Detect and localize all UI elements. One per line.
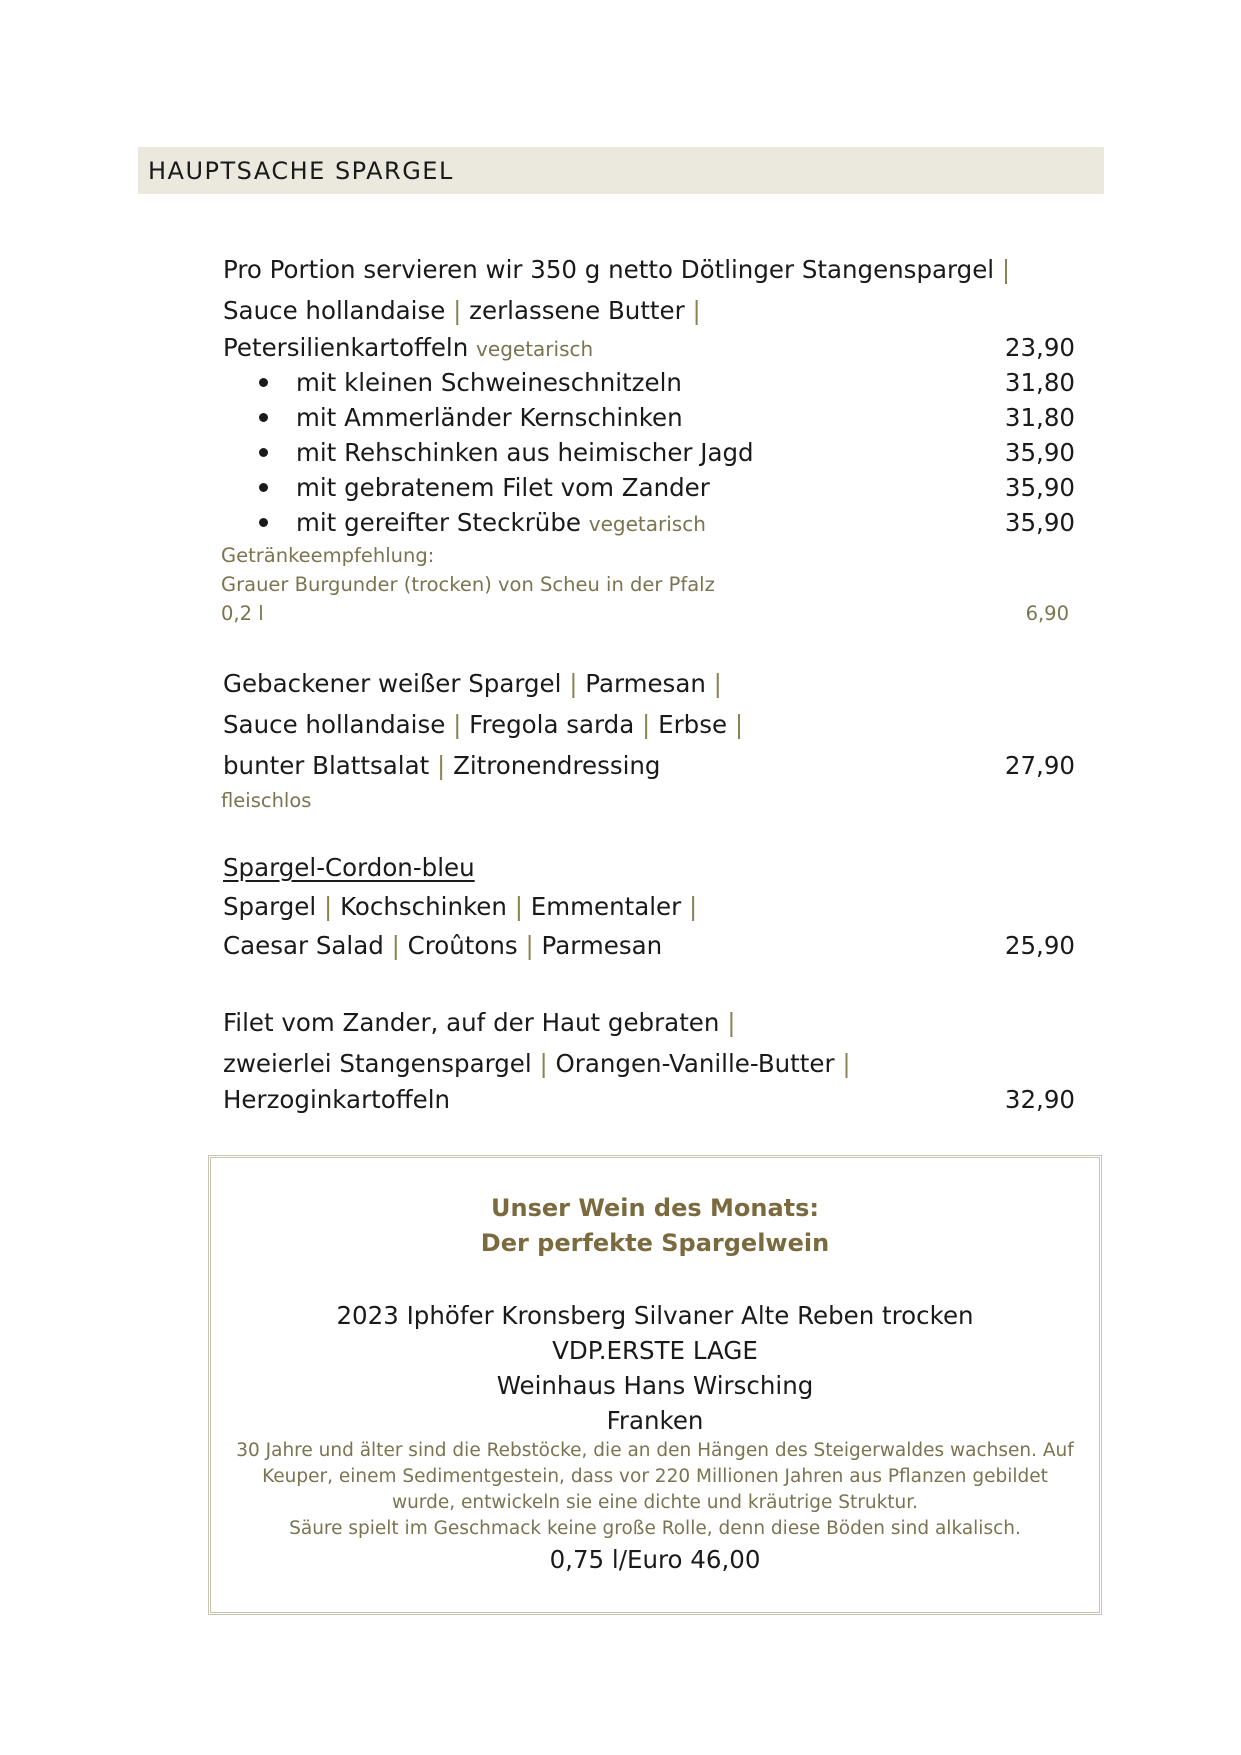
option-label: mit Ammerländer Kernschinken <box>296 403 683 432</box>
option-price: 31,80 <box>1004 403 1075 432</box>
section-title: HAUPTSACHE SPARGEL <box>148 157 454 185</box>
wine-desc-4: Säure spielt im Geschmack keine große Rolle, denn diese Böden sind alkalisch. <box>289 1518 1021 1539</box>
separator: | <box>727 1008 736 1037</box>
dish4-asparagus: zweierlei Stangenspargel <box>223 1049 532 1078</box>
wine-title-1: Unser Wein des Monats: <box>491 1194 819 1222</box>
wine-price: 0,75 l/Euro 46,00 <box>549 1545 761 1574</box>
separator: | <box>453 710 462 739</box>
bullet-icon <box>259 448 268 457</box>
dish4-fish: Filet vom Zander, auf der Haut gebraten <box>223 1008 720 1037</box>
dish3-line1 <box>223 892 697 922</box>
dish2-line2 <box>223 710 743 740</box>
dish1-butter: zerlassene Butter <box>469 296 685 325</box>
option-price: 35,90 <box>1004 508 1075 537</box>
dish4-line1 <box>223 1008 735 1038</box>
drink-size: 0,2 l <box>221 602 264 625</box>
dish2-peas: Erbse <box>658 710 728 739</box>
separator: | <box>713 669 722 698</box>
dish2-parmesan: Parmesan <box>585 669 706 698</box>
bullet-icon <box>259 483 268 492</box>
wine-name: 2023 Iphöfer Kronsberg Silvaner Alte Reben trocken <box>336 1301 974 1330</box>
separator: | <box>453 296 462 325</box>
dish1-price: 23,90 <box>1004 333 1075 362</box>
dish3-line2 <box>223 931 662 961</box>
separator: | <box>514 892 523 921</box>
dish2-note: fleischlos <box>221 789 312 812</box>
separator: | <box>391 931 400 960</box>
option-label: mit gereifter Steckrübe <box>296 508 581 537</box>
drink-price: 6,90 <box>1025 602 1069 625</box>
wine-of-month-box <box>208 1155 1102 1615</box>
drink-heading: Getränkeempfehlung: <box>221 544 435 567</box>
option-price: 35,90 <box>1004 438 1075 467</box>
wine-desc-1: 30 Jahre und älter sind die Rebstöcke, die an den Hängen des Steigerwaldes wachsen. Auf <box>236 1440 1074 1461</box>
dish1-line1-text: Pro Portion servieren wir 350 g netto Dötlinger Stangenspargel <box>223 255 995 284</box>
wine-title-2: Der perfekte Spargelwein <box>480 1229 830 1257</box>
option-item <box>259 508 706 539</box>
wine-heading <box>211 1191 1099 1261</box>
separator: | <box>642 710 651 739</box>
dish2-asparagus: Gebackener weißer Spargel <box>223 669 562 698</box>
option-label: mit kleinen Schweineschnitzeln <box>296 368 682 397</box>
dish3-salad: Caesar Salad <box>223 931 384 960</box>
dish1-line2 <box>223 296 701 326</box>
separator: | <box>688 892 698 921</box>
wine-classification: VDP.ERSTE LAGE <box>552 1336 758 1365</box>
bullet-icon <box>259 413 268 422</box>
bullet-icon <box>259 378 268 387</box>
option-item <box>259 438 754 468</box>
separator: | <box>539 1049 548 1078</box>
wine-desc-2: Keuper, einem Sedimentgestein, dass vor 220 Millionen Jahren aus Pflanzen gebildet <box>262 1466 1048 1487</box>
separator: | <box>437 751 446 780</box>
separator: | <box>324 892 333 921</box>
dish2-dressing: Zitronendressing <box>453 751 661 780</box>
bullet-icon <box>259 518 268 527</box>
option-item <box>259 473 710 503</box>
dish1-potatoes: Petersilienkartoffeln <box>223 333 469 362</box>
dish3-title: Spargel-Cordon-bleu <box>223 853 475 882</box>
dish2-fregola: Fregola sarda <box>469 710 635 739</box>
wine-desc-3: wurde, entwickeln sie eine dichte und kräutrige Struktur. <box>391 1492 919 1513</box>
option-price: 35,90 <box>1004 473 1075 502</box>
dish4-price: 32,90 <box>1004 1085 1075 1114</box>
dish2-sauce: Sauce hollandaise <box>223 710 446 739</box>
section-header <box>138 147 1104 194</box>
wine-producer: Weinhaus Hans Wirsching <box>496 1371 814 1400</box>
dish4-butter: Orangen-Vanille-Butter <box>555 1049 835 1078</box>
dish3-parmesan: Parmesan <box>541 931 663 960</box>
dish3-asparagus: Spargel <box>223 892 317 921</box>
separator: | <box>734 710 744 739</box>
option-item <box>259 368 682 398</box>
dish2-line1 <box>223 669 722 699</box>
dish2-salad: bunter Blattsalat <box>223 751 430 780</box>
wine-details <box>211 1298 1099 1438</box>
dish2-price: 27,90 <box>1004 751 1075 780</box>
separator: | <box>842 1049 851 1078</box>
option-item <box>259 403 683 433</box>
dish4-line3: Herzoginkartoffeln <box>223 1085 451 1114</box>
dish1-veg-note: vegetarisch <box>476 337 594 361</box>
drink-name: Grauer Burgunder (trocken) von Scheu in der Pfalz <box>221 573 715 596</box>
dish1-line1 <box>223 255 1010 285</box>
option-price: 31,80 <box>1004 368 1075 397</box>
wine-description <box>211 1438 1099 1542</box>
dish1-line3 <box>223 333 593 364</box>
separator: | <box>569 669 578 698</box>
separator: | <box>525 931 534 960</box>
option-label: mit gebratenem Filet vom Zander <box>296 473 710 502</box>
option-label: mit Rehschinken aus heimischer Jagd <box>296 438 754 467</box>
dish4-line2 <box>223 1049 851 1079</box>
separator: | <box>1001 255 1011 284</box>
dish3-ham: Kochschinken <box>340 892 507 921</box>
wine-price-row <box>211 1542 1099 1577</box>
dish3-price: 25,90 <box>1004 931 1075 960</box>
wine-region: Franken <box>606 1406 704 1435</box>
dish1-sauce: Sauce hollandaise <box>223 296 446 325</box>
option-veg-note: vegetarisch <box>588 512 706 536</box>
dish3-cheese: Emmentaler <box>530 892 682 921</box>
dish3-croutons: Croûtons <box>407 931 518 960</box>
dish2-line3 <box>223 751 661 781</box>
separator: | <box>692 296 701 325</box>
